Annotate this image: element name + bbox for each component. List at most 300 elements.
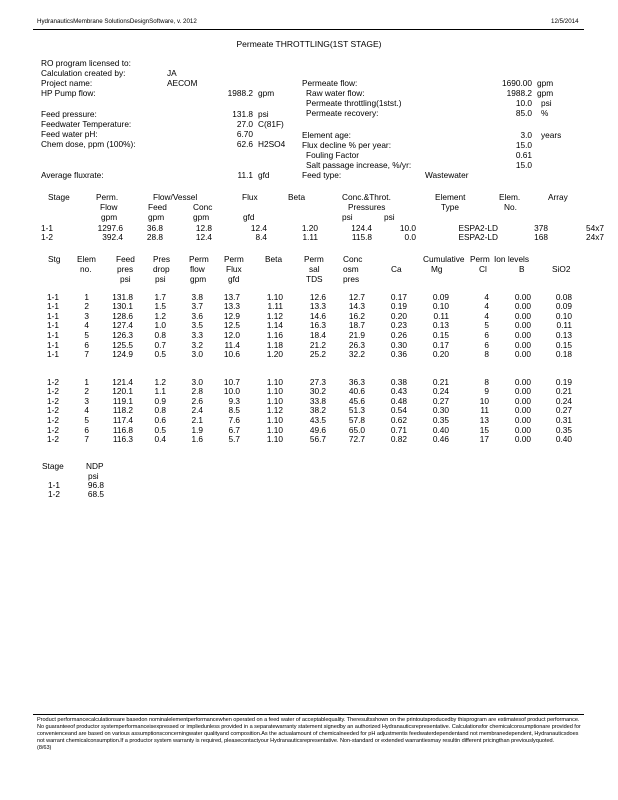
cell: 12.4 (195, 232, 212, 243)
cell: 0.4 (154, 434, 166, 445)
cell: 10.0 (399, 222, 416, 233)
cell: 0.35 (555, 424, 572, 435)
th-conc-throt: Conc.&Throt. (342, 192, 391, 202)
cell: 3.6 (191, 310, 203, 321)
cell: 10 (479, 395, 489, 406)
cell: 3.7 (191, 301, 203, 312)
cell: 0.00 (514, 301, 531, 312)
perm-flow-label: Permeate flow: (302, 78, 358, 88)
cell: 1-2 (47, 386, 59, 397)
cell: 0.17 (432, 339, 449, 350)
th-gpm-1: gpm (101, 212, 118, 222)
cell: 1.20 (301, 222, 318, 233)
decline-label: Flux decline % per year: (302, 140, 392, 150)
cell: 0.82 (390, 434, 407, 445)
cell: 12.0 (223, 330, 240, 341)
cell: 0.38 (390, 376, 407, 387)
table-row (0, 480, 104, 490)
cell: 0.40 (555, 434, 572, 445)
cell: 18.4 (309, 330, 326, 341)
cell: 15 (479, 424, 489, 435)
cell: 1297.6 (97, 222, 123, 233)
cell: 3.2 (191, 339, 203, 350)
page-number: (8/63) (37, 744, 52, 751)
cell: 1-2 (47, 415, 59, 426)
cell: ESPA2-LD (458, 222, 498, 233)
cell: 0.11 (556, 320, 572, 331)
cell: 16.3 (309, 320, 326, 331)
stage-table (0, 223, 604, 242)
eh-gfd: gfd (228, 274, 240, 284)
licensed-label: RO program licensed to: (41, 58, 131, 68)
cell: ESPA2-LD (458, 232, 498, 243)
cell: 116.8 (112, 424, 133, 435)
cell: 0.35 (432, 415, 449, 426)
eh-cl: Cl (479, 264, 487, 274)
decline-value: 15.0 (515, 140, 532, 150)
cell: 1.5 (154, 301, 166, 312)
table-row (0, 387, 572, 397)
cell: 1.7 (154, 291, 166, 302)
th-pressures: Pressures (348, 202, 386, 212)
cell: 3.0 (191, 376, 203, 387)
cell: 51.3 (348, 405, 365, 416)
cell: 2.8 (191, 386, 203, 397)
eh-ion-levels: Ion levels (494, 254, 530, 264)
cell: 2.6 (191, 395, 203, 406)
cell: 14.3 (348, 301, 365, 312)
cell: 8.4 (255, 232, 267, 243)
cell: 0.20 (390, 310, 407, 321)
cell: 33.8 (309, 395, 326, 406)
cell: 1.10 (266, 376, 283, 387)
cell: 1.16 (266, 330, 283, 341)
cell: 1 (84, 291, 89, 302)
disclaimer-text: Product performancecalculationsare basedon nominalelementperformancewhen operated on a feed water of acceptablequality. Theresultsshown on the printoutsproducedby thisprogram are estimatesof product performance. No guaranteeof productor systemperformanceisexpressed or impliedunless provided in a separatewarranty statement signedby an authorized Hydranauticsrepresentative. Calculationsfor chemicalconsumptionare provided for convenienceand are based on various assumptionsconcerningwater qualityand composition.As the actualamount of chemicalneeded for pH adjustmentis feedwaterdependentand not membranedependent, Hydranauticsdoes not warrant chemicalconsumption.If a productor system warranty is required, pleasecontactyour Hydranauticsrepresentative. Non-standard or extended warrantiesmay resultin different pricingthan previouslyquoted. (37, 717, 581, 744)
cell: 26.3 (348, 339, 365, 350)
eh-ca: Ca (391, 264, 402, 274)
table-row (0, 377, 572, 387)
cell: 12.7 (348, 291, 365, 302)
feedtype-label: Feed type: (302, 170, 342, 180)
cell: 0.6 (154, 415, 166, 426)
cell: 0.00 (514, 386, 531, 397)
cell: 16.2 (348, 310, 365, 321)
cell: 130.1 (112, 301, 133, 312)
cell: 1-2 (47, 405, 59, 416)
th-flow: Flow (100, 202, 118, 212)
cell: 36.3 (348, 376, 365, 387)
cell: 378 (534, 222, 548, 233)
ndp-th-psi: psi (88, 471, 99, 481)
cell: 0.8 (154, 405, 166, 416)
eh-mg: Mg (431, 264, 443, 274)
feedtype-value: Wastewater (425, 170, 469, 180)
perm-flow-value: 1690.00 (502, 78, 532, 88)
cell: 1.1 (154, 386, 166, 397)
cell: 32.2 (348, 349, 365, 360)
th-conc: Conc (193, 202, 213, 212)
cell: 0.00 (514, 376, 531, 387)
hp-value: 1988.2 (227, 88, 253, 98)
cell: 38.2 (309, 405, 326, 416)
cell: 18.7 (348, 320, 365, 331)
cell: 40.6 (348, 386, 365, 397)
cell: 9 (484, 386, 489, 397)
cell: 125.5 (112, 339, 133, 350)
ph-value: 6.70 (236, 129, 253, 139)
cell: 0.8 (154, 330, 166, 341)
element-table-stage1 (0, 292, 572, 359)
table-row (0, 340, 572, 350)
cell: 1-2 (47, 434, 59, 445)
eh-pres: Pres (153, 254, 171, 264)
table-row (0, 233, 604, 243)
cell: 12.8 (195, 222, 212, 233)
eh-tds: TDS (306, 274, 323, 284)
cell: 1.2 (154, 376, 166, 387)
cell: 1-1 (47, 339, 59, 350)
salt-label: Salt passage increase, %/yr: (306, 160, 412, 170)
th-perm: Perm. (96, 192, 119, 202)
rec-value: 85.0 (515, 108, 532, 118)
rec-unit: % (541, 108, 549, 118)
cell: 3.3 (191, 330, 203, 341)
cell: 0.48 (390, 395, 407, 406)
cell: 21.9 (348, 330, 365, 341)
report-date: 12/5/2014 (551, 18, 579, 25)
temp-label: Feedwater Temperature: (41, 119, 132, 129)
eh-perm-1: Perm (189, 254, 209, 264)
table-row (0, 302, 572, 312)
cell: 1-2 (47, 395, 59, 406)
cell: 45.6 (348, 395, 365, 406)
cell: 43.5 (309, 415, 326, 426)
temp-value: 27.0 (236, 119, 253, 129)
cell: 0.26 (390, 330, 407, 341)
cell: 14.6 (309, 310, 326, 321)
cell: 65.0 (348, 424, 365, 435)
th-gfd: gfd (243, 212, 255, 222)
cell: 1.12 (266, 310, 283, 321)
cell: 1.10 (266, 424, 283, 435)
cell: 57.8 (348, 415, 365, 426)
cell: 9.3 (228, 395, 240, 406)
cell: 8 (484, 349, 489, 360)
eh-perm-4: Perm (470, 254, 490, 264)
cell: 2 (84, 386, 89, 397)
eh-perm-2: Perm (224, 254, 244, 264)
flux-unit: gfd (258, 170, 270, 180)
throt-value: 10.0 (515, 98, 532, 108)
cell: 0.24 (555, 395, 572, 406)
cell: 7 (84, 349, 89, 360)
th-feed: Feed (148, 202, 167, 212)
cell: 3.8 (191, 291, 203, 302)
cell: 128.6 (112, 310, 133, 321)
cell: 1-1 (47, 310, 59, 321)
table-row (0, 435, 572, 445)
eh-gpm: gpm (190, 274, 207, 284)
footer-disclaimer (37, 717, 582, 752)
cell: 0.15 (432, 330, 449, 341)
cell: 0.11 (433, 310, 449, 321)
ndp-th-stage: Stage (42, 461, 64, 471)
cell: 28.8 (146, 232, 163, 243)
cell: 0.00 (514, 339, 531, 350)
th-flux: Flux (242, 192, 258, 202)
salt-value: 15.0 (515, 160, 532, 170)
cell: 24x7 (586, 232, 604, 243)
cell: 392.4 (102, 232, 123, 243)
cell: 10.7 (223, 376, 240, 387)
eh-cumulative: Cumulative (423, 254, 465, 264)
cell: 0.18 (555, 349, 572, 360)
cell: 0.24 (432, 386, 449, 397)
created-label: Calculation created by: (41, 68, 126, 78)
table-row (0, 311, 572, 321)
cell: 6 (84, 339, 89, 350)
hp-label: HP Pump flow: (41, 88, 96, 98)
eh-conc: Conc (343, 254, 363, 264)
project-value: AECOM (167, 78, 198, 88)
cell: 0.0 (404, 232, 416, 243)
cell: 6.7 (228, 424, 240, 435)
cell: 1-1 (47, 349, 59, 360)
cell: 13.3 (223, 301, 240, 312)
cell: 1 (84, 376, 89, 387)
cell: 17 (479, 434, 489, 445)
cell: 124.9 (112, 349, 133, 360)
cell: 4 (84, 405, 89, 416)
cell: 0.00 (514, 349, 531, 360)
feedp-label: Feed pressure: (41, 109, 97, 119)
table-row (0, 350, 572, 360)
cell: 1.10 (266, 395, 283, 406)
cell: 1.11 (302, 232, 318, 243)
cell: 0.13 (432, 320, 449, 331)
eh-pres-2: pres (117, 264, 134, 274)
eh-stg: Stg (48, 254, 61, 264)
cell: 7 (84, 434, 89, 445)
cell: 2.4 (191, 405, 203, 416)
cell: 1.10 (266, 386, 283, 397)
cell: 12.4 (250, 222, 267, 233)
cell: 5 (84, 330, 89, 341)
cell: 1-2 (47, 424, 59, 435)
cell: 1-2 (48, 489, 60, 500)
cell: 0.27 (432, 395, 449, 406)
cell: 56.7 (309, 434, 326, 445)
cell: 1-2 (41, 232, 53, 243)
cell: 1-1 (47, 291, 59, 302)
cell: 0.36 (390, 349, 407, 360)
table-row (0, 223, 604, 233)
cell: 1.2 (154, 310, 166, 321)
cell: 6 (484, 330, 489, 341)
table-row (0, 330, 572, 340)
cell: 0.09 (432, 291, 449, 302)
age-label: Element age: (302, 130, 351, 140)
cell: 1.18 (266, 339, 283, 350)
cell: 0.08 (555, 291, 572, 302)
cell: 119.1 (112, 395, 133, 406)
cell: 115.8 (351, 232, 372, 243)
eh-psi-2: psi (155, 274, 166, 284)
cell: 3 (84, 395, 89, 406)
th-no: No. (504, 202, 517, 212)
cell: 2.1 (191, 415, 203, 426)
eh-b: B (519, 264, 525, 274)
cell: 1.14 (266, 320, 283, 331)
cell: 0.43 (390, 386, 407, 397)
cell: 72.7 (348, 434, 365, 445)
cell: 0.23 (390, 320, 407, 331)
cell: 0.21 (555, 386, 572, 397)
cell: 25.2 (309, 349, 326, 360)
eh-feed: Feed (116, 254, 135, 264)
cell: 0.00 (514, 320, 531, 331)
cell: 127.4 (112, 320, 133, 331)
eh-beta: Beta (265, 254, 283, 264)
throt-label: Permeate throttling(1stst.) (306, 98, 402, 108)
cell: 0.54 (390, 405, 407, 416)
cell: 0.27 (555, 405, 572, 416)
cell: 1.0 (154, 320, 166, 331)
cell: 1-1 (47, 301, 59, 312)
footer-rule (33, 714, 584, 715)
page-title: Permeate THROTTLING(1ST STAGE) (236, 39, 382, 49)
perm-flow-unit: gpm (537, 78, 554, 88)
raw-unit: gpm (537, 88, 554, 98)
throt-unit: psi (541, 98, 552, 108)
eh-drop: drop (153, 264, 170, 274)
created-value: JA (167, 68, 177, 78)
cell: 68.5 (87, 489, 104, 500)
cell: 117.4 (112, 415, 133, 426)
age-unit: years (541, 130, 562, 140)
ph-label: Feed water pH: (41, 129, 98, 139)
cell: 3.0 (191, 349, 203, 360)
cell: 131.8 (112, 291, 133, 302)
cell: 13.7 (223, 291, 240, 302)
th-type: Type (441, 202, 459, 212)
eh-no: no. (80, 264, 92, 274)
cell: 21.2 (309, 339, 326, 350)
cell: 1-1 (47, 320, 59, 331)
cell: 10.0 (223, 386, 240, 397)
cell: 8.5 (228, 405, 240, 416)
eh-sal: sal (309, 264, 320, 274)
cell: 1-1 (41, 222, 53, 233)
cell: 0.00 (514, 330, 531, 341)
cell: 0.00 (514, 310, 531, 321)
cell: 5 (484, 320, 489, 331)
cell: 0.17 (390, 291, 407, 302)
eh-sio2: SiO2 (552, 264, 571, 274)
cell: 7.6 (228, 415, 240, 426)
table-row (0, 425, 572, 435)
cell: 6 (84, 424, 89, 435)
cell: 12.5 (223, 320, 240, 331)
table-row (0, 415, 572, 425)
flux-label: Average fluxrate: (41, 170, 104, 180)
cell: 0.40 (432, 424, 449, 435)
foul-value: 0.61 (515, 150, 532, 160)
cell: 96.8 (87, 479, 104, 490)
cell: 0.7 (154, 339, 166, 350)
cell: 0.09 (555, 301, 572, 312)
table-row (0, 396, 572, 406)
feedp-value: 131.8 (232, 109, 253, 119)
cell: 1.11 (267, 301, 283, 312)
rec-label: Permeate recovery: (306, 108, 379, 118)
cell: 0.19 (555, 376, 572, 387)
cell: 4 (84, 320, 89, 331)
cell: 30.2 (309, 386, 326, 397)
cell: 3 (84, 310, 89, 321)
cell: 0.00 (514, 395, 531, 406)
foul-label: Fouling Factor (306, 150, 360, 160)
chem-value: 62.6 (236, 139, 253, 149)
eh-pres-3: pres (343, 274, 360, 284)
cell: 54x7 (586, 222, 604, 233)
th-flow-vessel: Flow/Vessel (153, 192, 198, 202)
th-gpm-3: gpm (193, 212, 210, 222)
th-stage: Stage (48, 192, 70, 202)
chem-unit: H2SO4 (258, 139, 286, 149)
eh-elem: Elem (77, 254, 96, 264)
cell: 10.6 (223, 349, 240, 360)
project-label: Project name: (41, 78, 93, 88)
cell: 120.1 (112, 386, 133, 397)
cell: 0.30 (432, 405, 449, 416)
ndp-table (0, 480, 104, 499)
cell: 0.46 (432, 434, 449, 445)
cell: 0.62 (390, 415, 407, 426)
cell: 121.4 (112, 376, 133, 387)
cell: 0.00 (514, 434, 531, 445)
cell: 116.3 (112, 434, 133, 445)
cell: 0.10 (432, 301, 449, 312)
cell: 124.4 (351, 222, 372, 233)
cell: 1.10 (266, 291, 283, 302)
cell: 0.00 (514, 291, 531, 302)
cell: 1.12 (266, 405, 283, 416)
cell: 1.10 (266, 415, 283, 426)
cell: 4 (484, 301, 489, 312)
table-row (0, 292, 572, 302)
cell: 8 (484, 376, 489, 387)
cell: 0.9 (154, 395, 166, 406)
cell: 13.3 (309, 301, 326, 312)
cell: 126.3 (112, 330, 133, 341)
flux-value: 11.1 (237, 170, 253, 180)
cell: 1.20 (266, 349, 283, 360)
cell: 0.13 (555, 330, 572, 341)
cell: 0.00 (514, 405, 531, 416)
eh-flux: Flux (226, 264, 242, 274)
cell: 0.71 (390, 424, 407, 435)
cell: 11.4 (224, 339, 240, 350)
cell: 0.5 (154, 424, 166, 435)
cell: 4 (484, 291, 489, 302)
table-row (0, 490, 104, 500)
feedp-unit: psi (258, 109, 269, 119)
cell: 5.7 (228, 434, 240, 445)
cell: 1-1 (47, 330, 59, 341)
header-rule (33, 29, 584, 30)
